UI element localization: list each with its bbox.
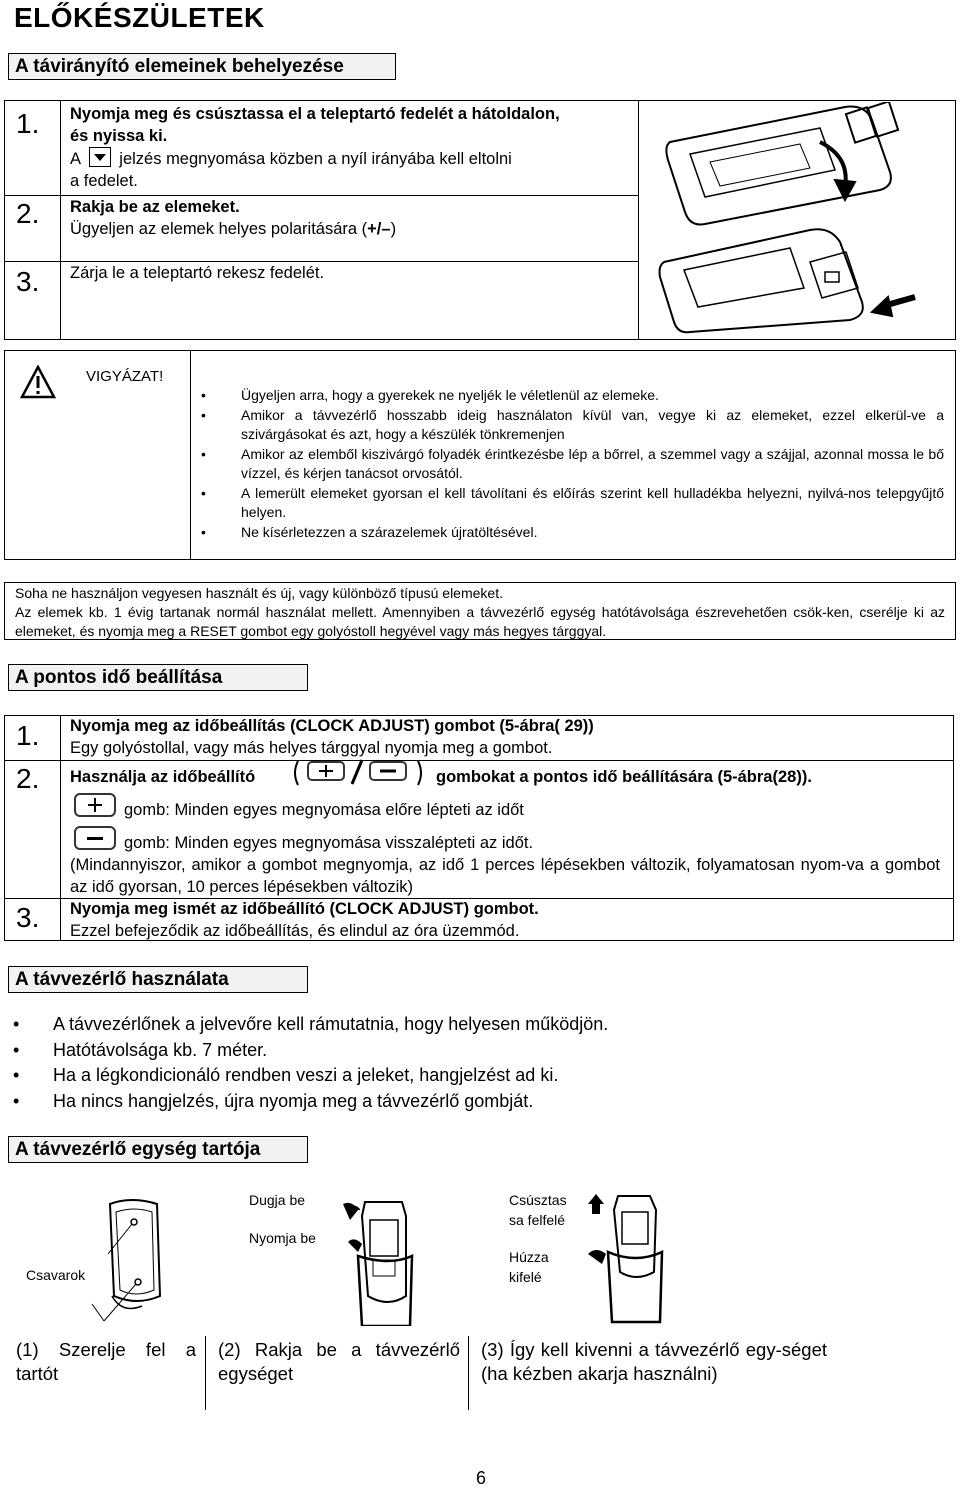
caption-insert: (2) Rakja be a távvezérlő egységet	[218, 1339, 460, 1384]
minus-icon	[74, 826, 116, 850]
down-arrow-icon	[89, 147, 111, 167]
warning-item: • Ne kísérletezzen a szárazelemek újratöltésével.	[192, 523, 944, 543]
page-title: ELŐKÉSZÜLETEK	[14, 2, 265, 33]
clock-step2-plus: gomb: Minden egyes megnyomása előre lépteti az időt	[124, 801, 524, 819]
step2-line2c: )	[390, 220, 397, 238]
section-heading-clock	[8, 664, 308, 691]
label-screws: Csavarok	[26, 1267, 86, 1283]
plus-icon	[74, 793, 116, 817]
section-heading-holder	[8, 1136, 308, 1163]
remote-bottom-drawing	[660, 229, 916, 332]
warning-item: • Ügyeljen arra, hogy a gyerekek ne nyeljék le véletlenül az elemeke.	[192, 386, 944, 406]
label-pull-line1: Húzza	[509, 1249, 549, 1265]
section-heading-text: A távvezérlő egység tartója	[15, 1139, 261, 1160]
step-number: 1.	[16, 720, 40, 751]
usage-list	[4, 1012, 944, 1114]
label-slide-up	[509, 1191, 567, 1230]
plus-minus-button-group	[290, 758, 430, 788]
step1-line3	[70, 147, 636, 170]
clock-step2-para: (Mindannyiszor, amikor a gombot megnyomja, az idő 1 perces lépésekben változik, folyamatosan nyom-va a gombot az idő gyorsan, 10 perces lépésekben változik)	[70, 856, 940, 896]
label-slide-line1: Csúsztas	[509, 1192, 567, 1208]
warning-label: VIGYÁZAT!	[86, 368, 164, 385]
remote-top-drawing	[666, 102, 898, 225]
warning-triangle-icon	[20, 365, 56, 399]
plus-minus-icon	[290, 758, 430, 788]
usage-item: • Ha a légkondicionáló rendben veszi a jeleket, hangjelzést ad ki.	[4, 1063, 944, 1089]
clock-step2-line1b: gombokat a pontos idő beállítására (5-ábra(28)).	[436, 768, 812, 786]
usage-item: • Ha nincs hangjelzés, újra nyomja meg a távvezérlő gombját.	[4, 1089, 944, 1115]
clock-step3-line1: Nyomja meg ismét az időbeállító (CLOCK ADJUST) gombot.	[70, 900, 539, 918]
caption-mount: (1) Szerelje fel a tartót	[16, 1339, 196, 1384]
clock-step1-line1: Nyomja meg az időbeállítás (CLOCK ADJUST) gombot (5-ábra( 29))	[70, 717, 594, 735]
caption-remove: (3) Így kell kivenni a távvezérlő egy-séget (ha kézben akarja használni)	[481, 1339, 827, 1384]
step-number: 3.	[16, 266, 40, 297]
step-number: 3.	[16, 902, 40, 933]
warning-item: • Amikor az elemből kiszivárgó folyadék érintkezésbe lép a bőrrel, a szemmel vagy a szájjal, azonnal mossa le bő vízzel, és kérjen tanácsot orvosától.	[192, 445, 944, 484]
step2-line2	[70, 218, 636, 240]
step1-line4: a fedelet.	[70, 172, 138, 190]
battery-note-box	[4, 582, 956, 640]
step2-line1: Rakja be az elemeket.	[70, 198, 240, 216]
plus-button-icon	[74, 793, 116, 817]
step1-text	[70, 103, 636, 192]
step1-line3a: A	[70, 150, 81, 168]
label-push-in: Nyomja be	[249, 1230, 316, 1246]
step-number: 2.	[16, 198, 40, 229]
up-arrow-icon	[588, 1194, 604, 1214]
clock-step2-minus: gomb: Minden egyes megnyomása visszalépteti az időt.	[124, 834, 534, 852]
hand-icon	[588, 1250, 606, 1264]
step3-text: Zárja le a teleptartó rekesz fedelét.	[70, 264, 325, 282]
step2-text	[70, 196, 636, 240]
clock-step1-line2: Egy golyóstollal, vagy más helyes tárggyal nyomja meg a gombot.	[70, 739, 553, 757]
holder-remove-illustration	[586, 1192, 676, 1326]
warning-list	[192, 386, 944, 542]
note-line1: Soha ne használjon vegyesen használt és új, vagy különböző típusú elemeket.	[15, 585, 503, 601]
clock-step2-line1a: Használja az időbeállító	[70, 768, 256, 786]
label-plug-in: Dugja be	[249, 1192, 306, 1208]
warning-item: • A lemerült elemeket gyorsan el kell távolítani és előírás szerint kell hulladékba helyezni, nyilvá-nos telepgyűjtő helyen.	[192, 484, 944, 523]
step2-line2a: Ügyeljen az elemek helyes polaritására (	[70, 220, 368, 238]
warning-item: • Amikor a távvezérlő hosszabb ideig használaton kívül van, vegye ki az elemeket, ezzel elkerül-ve a szivárgásokat és azt, hogy a készülék tönkremenjen	[192, 406, 944, 445]
page-number: 6	[476, 1468, 487, 1488]
clock-step3-line2: Ezzel befejeződik az időbeállítás, és elindul az óra üzemmód.	[70, 922, 520, 940]
section-heading-text: A pontos idő beállítása	[15, 667, 223, 688]
label-pull-line2: kifelé	[509, 1268, 542, 1285]
clock-step3-text	[70, 898, 940, 942]
note-line2: Az elemek kb. 1 évig tartanak normál használat mellett. Amennyiben a távvezérlő egység hatótávolsága észrevehetően csök-ken, cserélje ki az elemeket, és nyomja meg a RESET gombot egy golyóstoll hegyével vagy más hegyes tárggyal.	[15, 604, 945, 639]
usage-item: • Hatótávolsága kb. 7 méter.	[4, 1038, 944, 1064]
step1-line2: és nyissa ki.	[70, 127, 168, 145]
step1-line1: Nyomja meg és csúsztassa el a teleptartó fedelét a hátoldalon,	[70, 105, 560, 123]
holder-mount-illustration	[82, 1196, 182, 1326]
section-heading-text: A távirányító elemeinek behelyezése	[15, 56, 344, 77]
step-number: 1.	[16, 108, 40, 139]
holder-insert-illustration	[340, 1196, 420, 1326]
usage-item: • A távvezérlőnek a jelvevőre kell rámutatnia, hogy helyesen működjön.	[4, 1012, 944, 1038]
section-heading-usage	[8, 966, 308, 993]
minus-button-icon	[74, 826, 116, 850]
section-heading-batteries	[8, 53, 396, 80]
step-number: 2.	[16, 763, 40, 794]
remote-battery-illustration	[650, 102, 950, 336]
step1-line3b: jelzés megnyomása közben a nyíl irányába kell eltolni	[119, 150, 512, 168]
section-heading-text: A távvezérlő használata	[15, 969, 229, 990]
polarity-sign: +/–	[367, 220, 391, 238]
label-slide-line2: sa felfelé	[509, 1211, 566, 1228]
label-pull-out	[509, 1248, 549, 1287]
clock-step1-text	[70, 715, 940, 759]
